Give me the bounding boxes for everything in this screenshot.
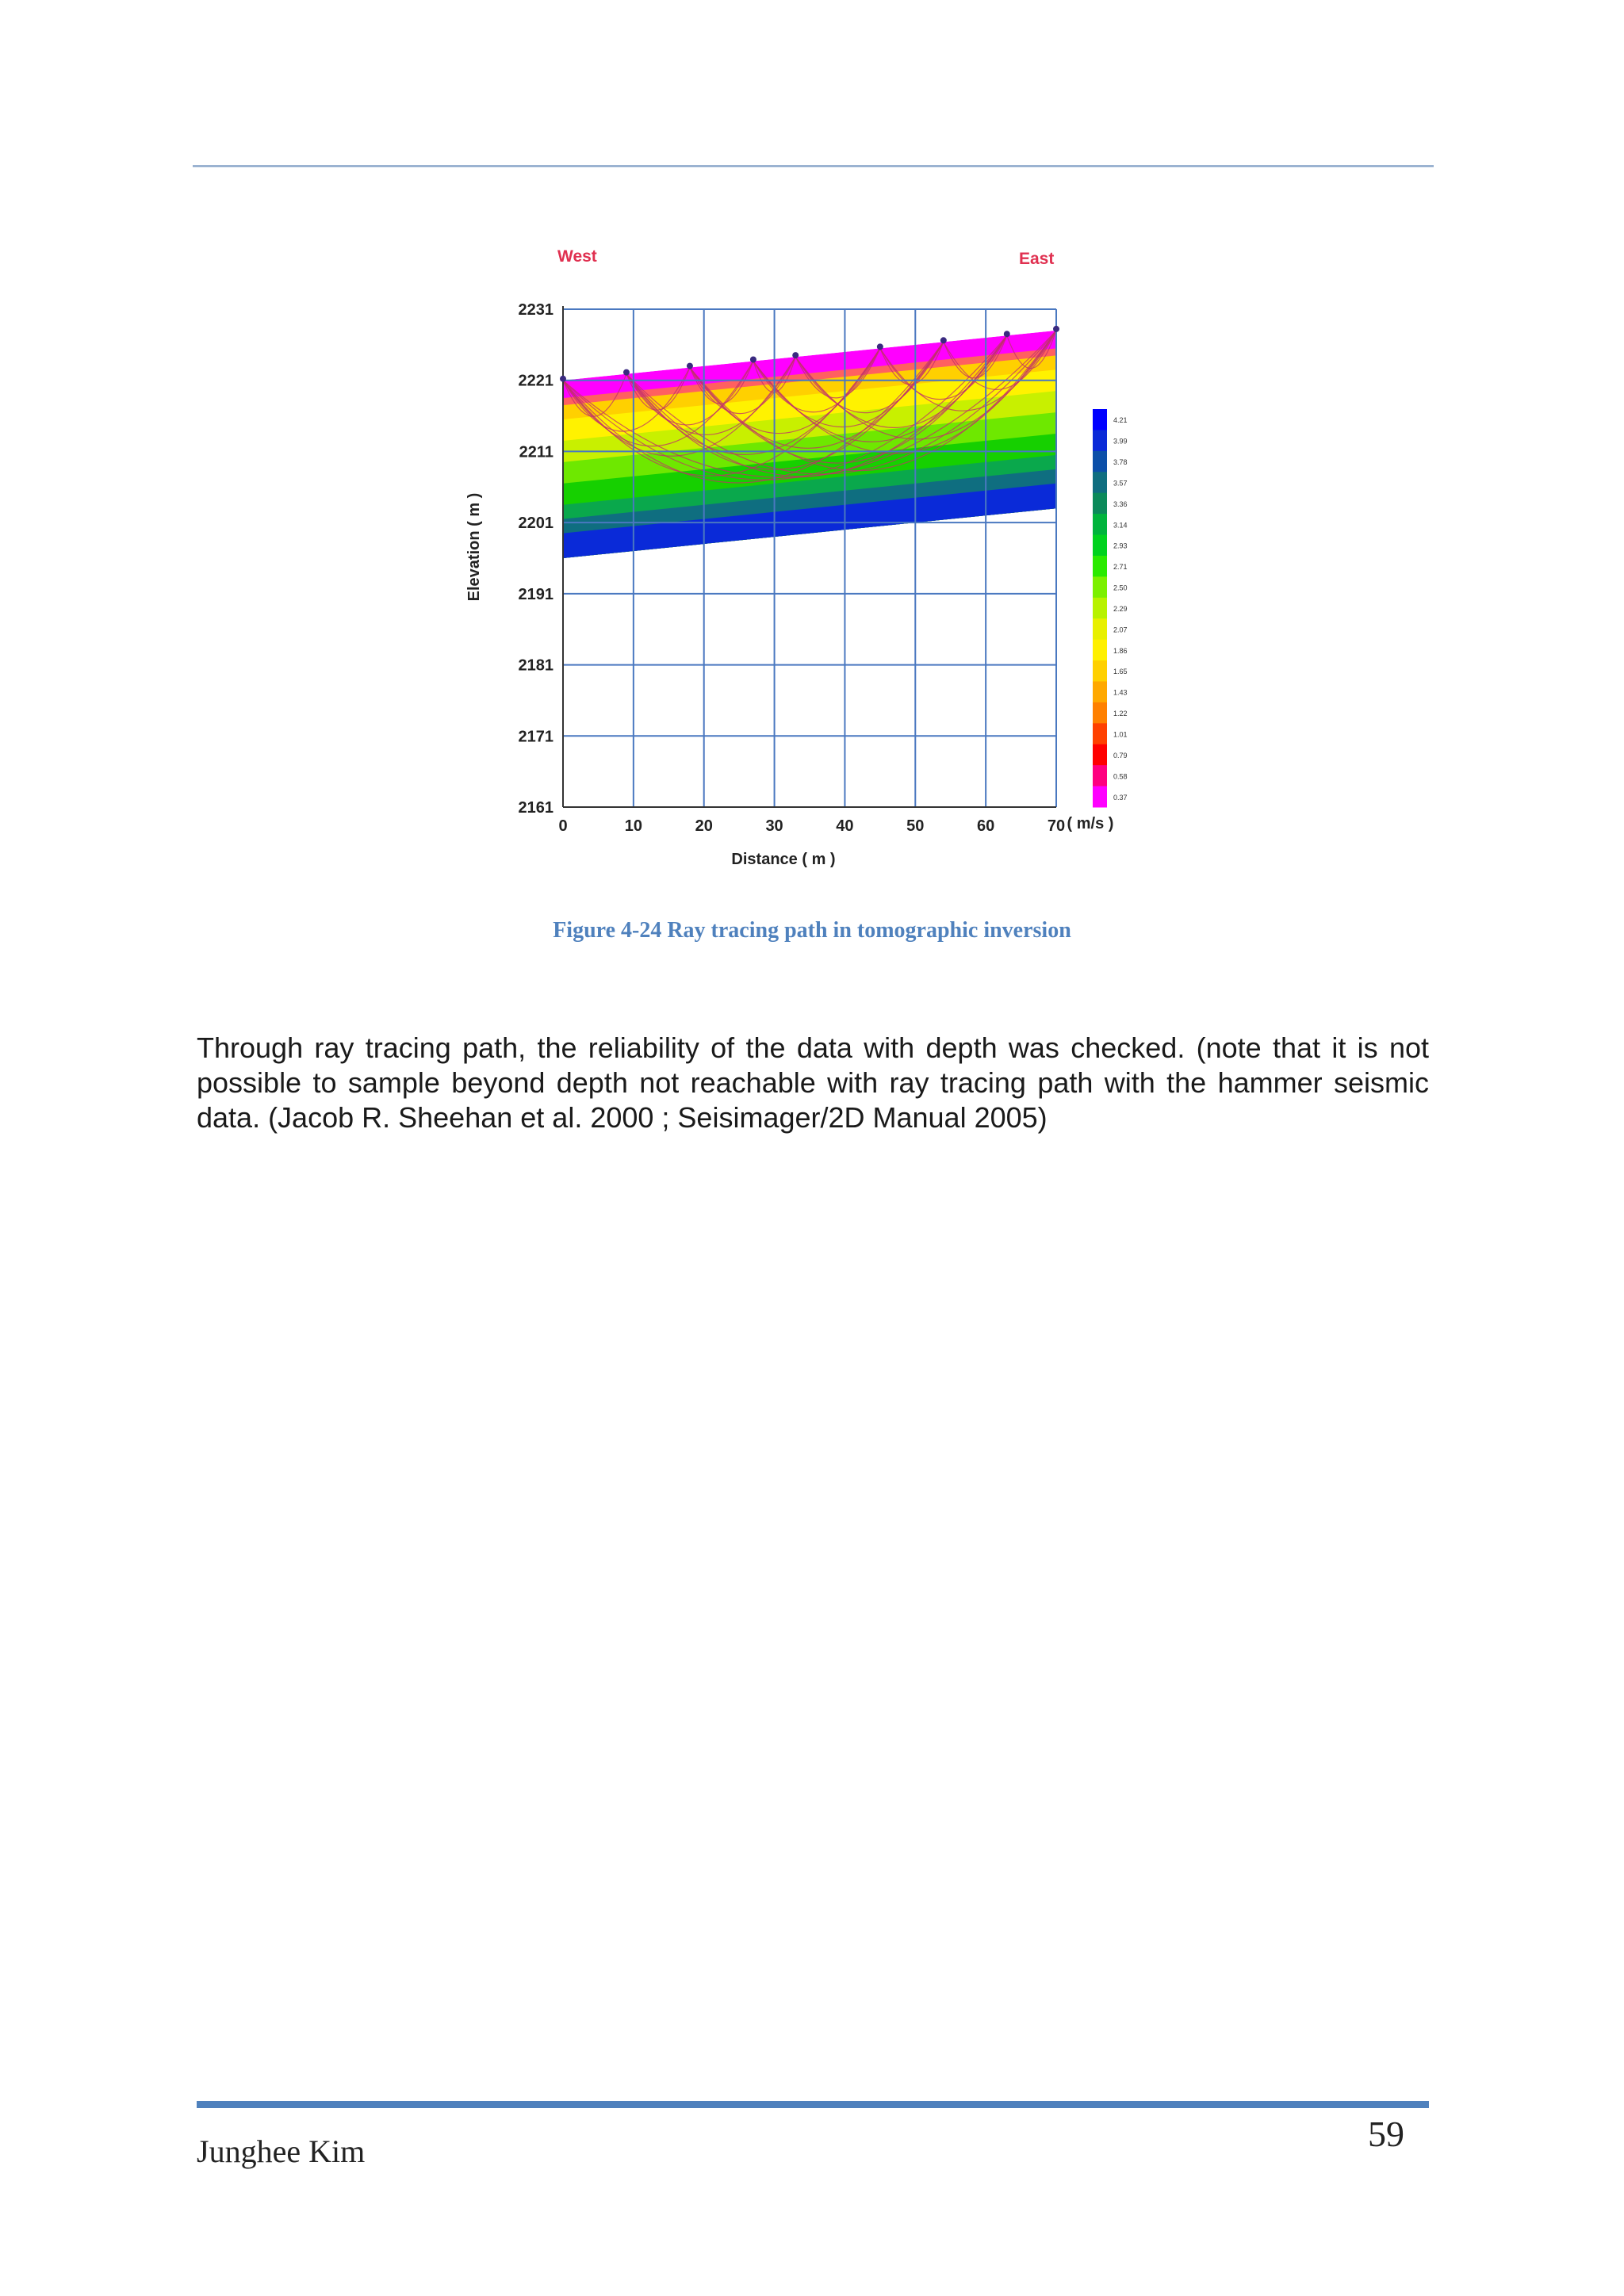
west-annotation: West <box>557 247 597 266</box>
page-number: 59 <box>1368 2114 1404 2154</box>
x-tick-label: 0 <box>558 817 568 835</box>
colorbar-unit: ( m/s ) <box>1067 815 1114 832</box>
colorbar-swatch <box>1093 514 1107 535</box>
east-annotation: East <box>1019 250 1055 268</box>
x-tick-label: 20 <box>695 817 713 835</box>
colorbar-label: 1.86 <box>1113 646 1128 655</box>
footer-rule <box>197 2101 1429 2108</box>
header-rule <box>193 165 1434 167</box>
colorbar-swatch <box>1093 765 1107 786</box>
colorbar-swatch <box>1093 681 1107 702</box>
colorbar-label: 3.36 <box>1113 499 1128 508</box>
x-tick-label: 30 <box>765 817 783 835</box>
velocity-layers <box>563 331 1056 771</box>
geophone-marker <box>877 343 883 350</box>
colorbar <box>1093 409 1128 808</box>
colorbar-swatch <box>1093 472 1107 493</box>
x-tick-label: 10 <box>624 817 642 835</box>
colorbar-label: 3.14 <box>1113 521 1128 530</box>
x-tick-label: 50 <box>906 817 925 835</box>
geophone-marker <box>687 363 693 369</box>
colorbar-swatch <box>1093 535 1107 557</box>
velocity-layer <box>563 484 1056 771</box>
y-tick-label: 2221 <box>518 372 553 390</box>
colorbar-label: 1.65 <box>1113 668 1128 676</box>
colorbar-swatch <box>1093 493 1107 515</box>
y-axis-label: Elevation ( m ) <box>465 492 483 602</box>
colorbar-label: 1.43 <box>1113 688 1128 697</box>
y-tick-label: 2171 <box>518 728 553 746</box>
colorbar-label: 2.07 <box>1113 626 1128 634</box>
colorbar-swatch <box>1093 451 1107 473</box>
y-tick-label: 2211 <box>519 443 553 461</box>
x-axis-label: Distance ( m ) <box>731 851 836 868</box>
body-paragraph: Through ray tracing path, the reliability of the data with depth was checked. (note that it is not possible to sample beyond depth not reachable with ray tracing path with the hammer seismic data. (Jacob R. Sheehan et al. 2000 ; Seisimager/2D Manual 2005) <box>197 1031 1429 1134</box>
x-tick-label: 40 <box>836 817 854 835</box>
colorbar-label: 1.22 <box>1113 710 1128 718</box>
colorbar-swatch <box>1093 409 1107 430</box>
y-tick-label: 2201 <box>518 515 553 533</box>
colorbar-label: 3.78 <box>1113 458 1128 467</box>
colorbar-label: 0.37 <box>1113 793 1128 802</box>
x-tick-label: 70 <box>1047 817 1066 835</box>
colorbar-label: 0.58 <box>1113 772 1128 781</box>
geophone-marker <box>560 376 566 382</box>
colorbar-label: 1.01 <box>1113 730 1128 739</box>
geophone-marker <box>1053 326 1059 332</box>
y-tick-label: 2231 <box>518 301 553 319</box>
geophone-marker <box>1004 331 1010 337</box>
y-tick-label: 2161 <box>518 799 553 817</box>
colorbar-swatch <box>1093 640 1107 661</box>
colorbar-label: 3.57 <box>1113 479 1128 488</box>
geophone-marker <box>750 356 756 362</box>
colorbar-swatch <box>1093 556 1107 577</box>
colorbar-swatch <box>1093 786 1107 808</box>
colorbar-label: 4.21 <box>1113 416 1128 425</box>
figure-ray-tracing <box>444 230 1189 896</box>
colorbar-swatch <box>1093 430 1107 451</box>
figure-caption: Figure 4-24 Ray tracing path in tomographic inversion <box>553 918 1071 943</box>
colorbar-swatch <box>1093 618 1107 640</box>
colorbar-swatch <box>1093 660 1107 682</box>
colorbar-swatch <box>1093 576 1107 598</box>
colorbar-label: 2.29 <box>1113 604 1128 613</box>
colorbar-label: 0.79 <box>1113 751 1128 760</box>
colorbar-label: 3.99 <box>1113 437 1128 446</box>
geophone-marker <box>940 337 947 343</box>
velocity-chart <box>444 230 1189 896</box>
y-tick-label: 2181 <box>518 656 553 675</box>
colorbar-swatch <box>1093 702 1107 724</box>
colorbar-label: 2.71 <box>1113 563 1128 572</box>
colorbar-label: 2.93 <box>1113 541 1128 550</box>
colorbar-label: 2.50 <box>1113 584 1128 592</box>
x-tick-label: 60 <box>977 817 995 835</box>
geophone-marker <box>623 369 630 376</box>
colorbar-swatch <box>1093 598 1107 619</box>
y-tick-label: 2191 <box>518 585 553 603</box>
footer-author: Junghee Kim <box>197 2133 366 2169</box>
colorbar-swatch <box>1093 744 1107 766</box>
colorbar-swatch <box>1093 723 1107 744</box>
geophone-marker <box>792 352 799 358</box>
